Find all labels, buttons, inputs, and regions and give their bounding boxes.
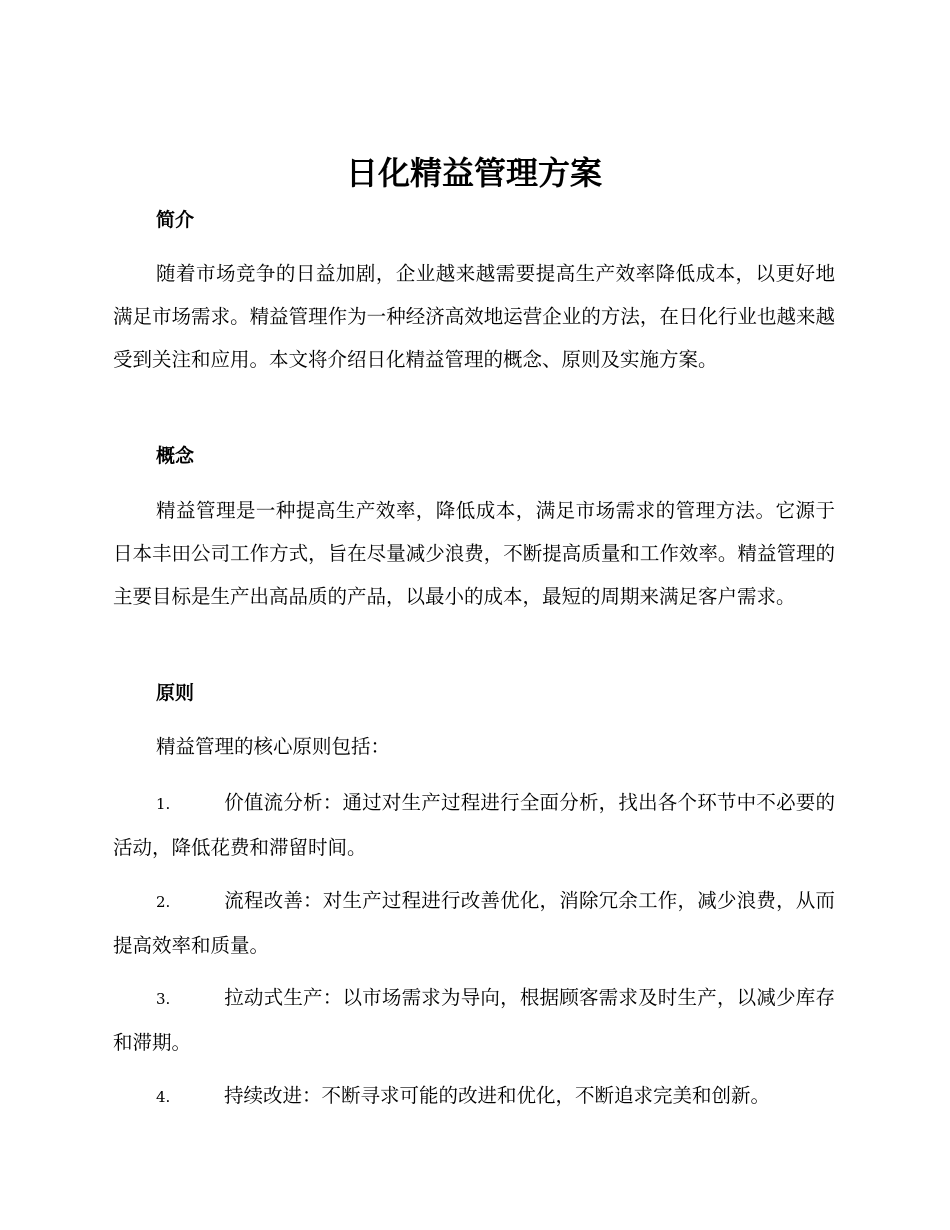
list-item-number: 2. (156, 893, 171, 911)
list-item-text: 价值流分析：通过对生产过程进行全面分析，找出各个环节中不必要的活动，降低花费和滞留时间。 (113, 791, 835, 859)
list-item-text: 持续改进：不断寻求可能的改进和优化，不断追求完美和创新。 (224, 1084, 771, 1107)
section-heading-principles: 原则 (156, 682, 195, 704)
document-page (113, 0, 835, 1230)
concept-paragraph: 精益管理是一种提高生产效率，降低成本，满足市场需求的管理方法。它源于日本丰田公司工作方式，旨在尽量减少浪费，不断提高质量和工作效率。精益管理的主要目标是生产出高品质的产品，以最小的成本，最短的周期来满足客户需求。 (113, 499, 835, 608)
document-title: 日化精益管理方案 (345, 154, 602, 192)
list-item (113, 1074, 835, 1119)
list-item-text: 流程改善：对生产过程进行改善优化，消除冗余工作，减少浪费，从而提高效率和质量。 (113, 889, 835, 957)
list-item (113, 879, 835, 967)
list-item-number: 3. (156, 990, 171, 1008)
principles-intro: 精益管理的核心原则包括： (156, 735, 391, 758)
section-heading-concept: 概念 (156, 445, 195, 467)
list-item (113, 976, 835, 1064)
list-item-number: 1. (156, 795, 171, 813)
section-heading-intro: 简介 (156, 209, 195, 231)
list-item-text: 拉动式生产：以市场需求为导向，根据顾客需求及时生产，以减少库存和滞期。 (113, 986, 835, 1054)
intro-paragraph: 随着市场竞争的日益加剧，企业越来越需要提高生产效率降低成本，以更好地满足市场需求。精益管理作为一种经济高效地运营企业的方法，在日化行业也越来越受到关注和应用。本文将介绍日化精益管理的概念、原则及实施方案。 (113, 262, 835, 371)
list-item-number: 4. (156, 1088, 171, 1106)
list-item (113, 781, 835, 869)
